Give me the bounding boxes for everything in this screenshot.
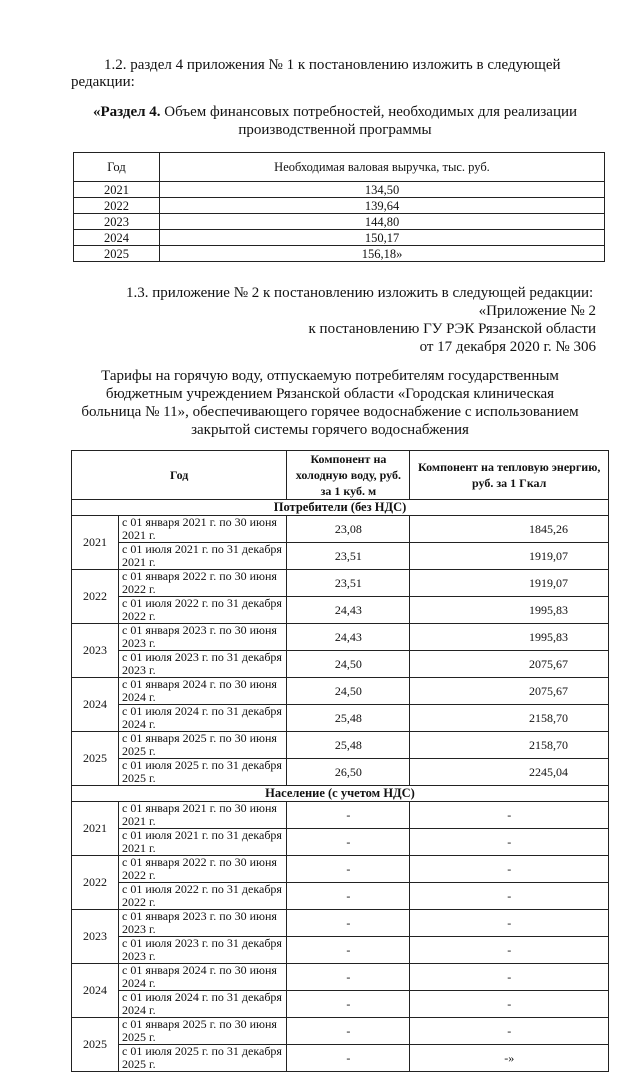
- year-cell: 2021: [72, 516, 119, 570]
- period-cell: с 01 июля 2022 г. по 31 декабря 2022 г.: [119, 597, 287, 624]
- table-row: [72, 678, 609, 705]
- table-row: [72, 543, 609, 570]
- table-row: [72, 1045, 609, 1072]
- year-cell: 2024: [72, 678, 119, 732]
- cold-value: -: [287, 937, 410, 964]
- period-cell: с 01 июля 2025 г. по 31 декабря 2025 г.: [119, 759, 287, 786]
- cold-value: -: [287, 856, 410, 883]
- table-row: [72, 829, 609, 856]
- table-row: [72, 937, 609, 964]
- period-cell: с 01 июля 2025 г. по 31 декабря 2025 г.: [119, 1045, 287, 1072]
- period-cell: с 01 января 2024 г. по 30 июня 2024 г.: [119, 964, 287, 991]
- year-cell: 2025: [72, 732, 119, 786]
- cold-value: -: [287, 991, 410, 1018]
- heat-value: -: [410, 937, 609, 964]
- paragraph-1-2-line1: 1.2. раздел 4 приложения № 1 к постановлению изложить в следующей: [104, 57, 561, 73]
- table-row: [72, 910, 609, 937]
- cold-value: 23,51: [287, 543, 410, 570]
- cold-value: 24,43: [287, 624, 410, 651]
- year-cell: 2022: [72, 570, 119, 624]
- cold-value: -: [287, 1045, 410, 1072]
- tariff-table: [71, 450, 609, 1072]
- revenue-value: 139,64: [160, 198, 605, 214]
- cold-value: 23,08: [287, 516, 410, 543]
- table-row: [72, 964, 609, 991]
- heat-value: 1995,83: [410, 624, 609, 651]
- period-cell: с 01 января 2023 г. по 30 июня 2023 г.: [119, 910, 287, 937]
- heat-value: 2075,67: [410, 678, 609, 705]
- tariff-header-heat: Компонент на тепловую энергию, руб. за 1 Гкал: [410, 451, 609, 500]
- table-row: [72, 802, 609, 829]
- appendix-date: от 17 декабря 2020 г. № 306: [419, 339, 596, 355]
- revenue-header-year: Год: [74, 153, 160, 182]
- table-row: [72, 516, 609, 543]
- revenue-value: 134,50: [160, 182, 605, 198]
- tariff-title-line1: Тарифы на горячую воду, отпускаемую потребителям государственным: [101, 368, 559, 384]
- appendix-label: «Приложение № 2: [478, 303, 596, 319]
- paragraph-1-2-line2: редакции:: [71, 74, 135, 90]
- cold-value: -: [287, 802, 410, 829]
- table-row: [72, 732, 609, 759]
- tariff-header-year: Год: [72, 451, 287, 500]
- table-row: [72, 624, 609, 651]
- cold-value: 25,48: [287, 705, 410, 732]
- heat-value: -: [410, 1018, 609, 1045]
- cold-value: 25,48: [287, 732, 410, 759]
- period-cell: с 01 июля 2021 г. по 31 декабря 2021 г.: [119, 543, 287, 570]
- section-row: [72, 500, 609, 516]
- cold-value: -: [287, 829, 410, 856]
- period-cell: с 01 января 2022 г. по 30 июня 2022 г.: [119, 856, 287, 883]
- period-cell: с 01 июля 2022 г. по 31 декабря 2022 г.: [119, 883, 287, 910]
- table-row: [72, 991, 609, 1018]
- section-4-title-line2: производственной программы: [238, 122, 432, 138]
- revenue-value: 156,18»: [160, 246, 605, 262]
- tariff-table-header: [72, 451, 609, 500]
- tariff-header-cold: Компонент на холодную воду, руб. за 1 куб. м: [287, 451, 410, 500]
- table-row: [72, 651, 609, 678]
- heat-value: 1995,83: [410, 597, 609, 624]
- heat-value: 2245,04: [410, 759, 609, 786]
- heat-value: -: [410, 856, 609, 883]
- revenue-year: 2022: [74, 198, 160, 214]
- paragraph-1-3-line1: 1.3. приложение № 2 к постановлению изложить в следующей редакции:: [126, 285, 594, 301]
- heat-value: -: [410, 829, 609, 856]
- period-cell: с 01 января 2021 г. по 30 июня 2021 г.: [119, 802, 287, 829]
- cold-value: 24,50: [287, 651, 410, 678]
- year-cell: 2024: [72, 964, 119, 1018]
- heat-value: 2158,70: [410, 732, 609, 759]
- revenue-header-value: Необходимая валовая выручка, тыс. руб.: [160, 153, 605, 182]
- cold-value: -: [287, 910, 410, 937]
- heat-value: -: [410, 964, 609, 991]
- cold-value: 24,50: [287, 678, 410, 705]
- table-row: [72, 883, 609, 910]
- period-cell: с 01 января 2021 г. по 30 июня 2021 г.: [119, 516, 287, 543]
- period-cell: с 01 января 2025 г. по 30 июня 2025 г.: [119, 1018, 287, 1045]
- heat-value: 1919,07: [410, 570, 609, 597]
- cold-value: 26,50: [287, 759, 410, 786]
- section-row: [72, 786, 609, 802]
- heat-value: 1919,07: [410, 543, 609, 570]
- period-cell: с 01 июля 2021 г. по 31 декабря 2021 г.: [119, 829, 287, 856]
- table-row: [74, 182, 605, 198]
- table-row: [72, 759, 609, 786]
- table-row: [72, 1018, 609, 1045]
- revenue-year: 2021: [74, 182, 160, 198]
- year-cell: 2023: [72, 624, 119, 678]
- year-cell: 2021: [72, 802, 119, 856]
- section-title: Потребители (без НДС): [72, 500, 609, 516]
- heat-value: 2075,67: [410, 651, 609, 678]
- table-row: [74, 230, 605, 246]
- table-row: [72, 570, 609, 597]
- cold-value: -: [287, 964, 410, 991]
- cold-value: -: [287, 883, 410, 910]
- revenue-table: [73, 152, 605, 262]
- heat-value: -: [410, 883, 609, 910]
- revenue-value: 150,17: [160, 230, 605, 246]
- year-cell: 2022: [72, 856, 119, 910]
- tariff-title-line3: больница № 11», обеспечивающего горячее водоснабжение с использованием: [81, 404, 579, 420]
- period-cell: с 01 января 2022 г. по 30 июня 2022 г.: [119, 570, 287, 597]
- table-row: [72, 705, 609, 732]
- section-4-title: [60, 103, 610, 122]
- section-4-title-bold: «Раздел 4.: [92, 104, 161, 120]
- tariff-title-line2: бюджетным учреждением Рязанской области «Городская клиническая: [105, 386, 555, 402]
- table-row: [74, 198, 605, 214]
- table-row: [74, 214, 605, 230]
- cold-value: -: [287, 1018, 410, 1045]
- heat-value: -»: [410, 1045, 609, 1072]
- period-cell: с 01 января 2023 г. по 30 июня 2023 г.: [119, 624, 287, 651]
- period-cell: с 01 июля 2023 г. по 31 декабря 2023 г.: [119, 651, 287, 678]
- tariff-title-line4: закрытой системы горячего водоснабжения: [191, 422, 469, 438]
- period-cell: с 01 января 2024 г. по 30 июня 2024 г.: [119, 678, 287, 705]
- year-cell: 2025: [72, 1018, 119, 1072]
- cold-value: 23,51: [287, 570, 410, 597]
- revenue-year: 2025: [74, 246, 160, 262]
- table-row: [74, 246, 605, 262]
- revenue-year: 2023: [74, 214, 160, 230]
- table-row: [72, 597, 609, 624]
- period-cell: с 01 июля 2024 г. по 31 декабря 2024 г.: [119, 705, 287, 732]
- revenue-table-header: [74, 153, 605, 182]
- heat-value: 1845,26: [410, 516, 609, 543]
- section-title: Население (с учетом НДС): [72, 786, 609, 802]
- heat-value: 2158,70: [410, 705, 609, 732]
- period-cell: с 01 января 2025 г. по 30 июня 2025 г.: [119, 732, 287, 759]
- heat-value: -: [410, 991, 609, 1018]
- heat-value: -: [410, 910, 609, 937]
- year-cell: 2023: [72, 910, 119, 964]
- cold-value: 24,43: [287, 597, 410, 624]
- revenue-value: 144,80: [160, 214, 605, 230]
- revenue-year: 2024: [74, 230, 160, 246]
- heat-value: -: [410, 802, 609, 829]
- appendix-decree: к постановлению ГУ РЭК Рязанской области: [308, 321, 596, 337]
- section-4-title-rest: Объем финансовых потребностей, необходимых для реализации: [160, 104, 578, 120]
- period-cell: с 01 июля 2024 г. по 31 декабря 2024 г.: [119, 991, 287, 1018]
- table-row: [72, 856, 609, 883]
- period-cell: с 01 июля 2023 г. по 31 декабря 2023 г.: [119, 937, 287, 964]
